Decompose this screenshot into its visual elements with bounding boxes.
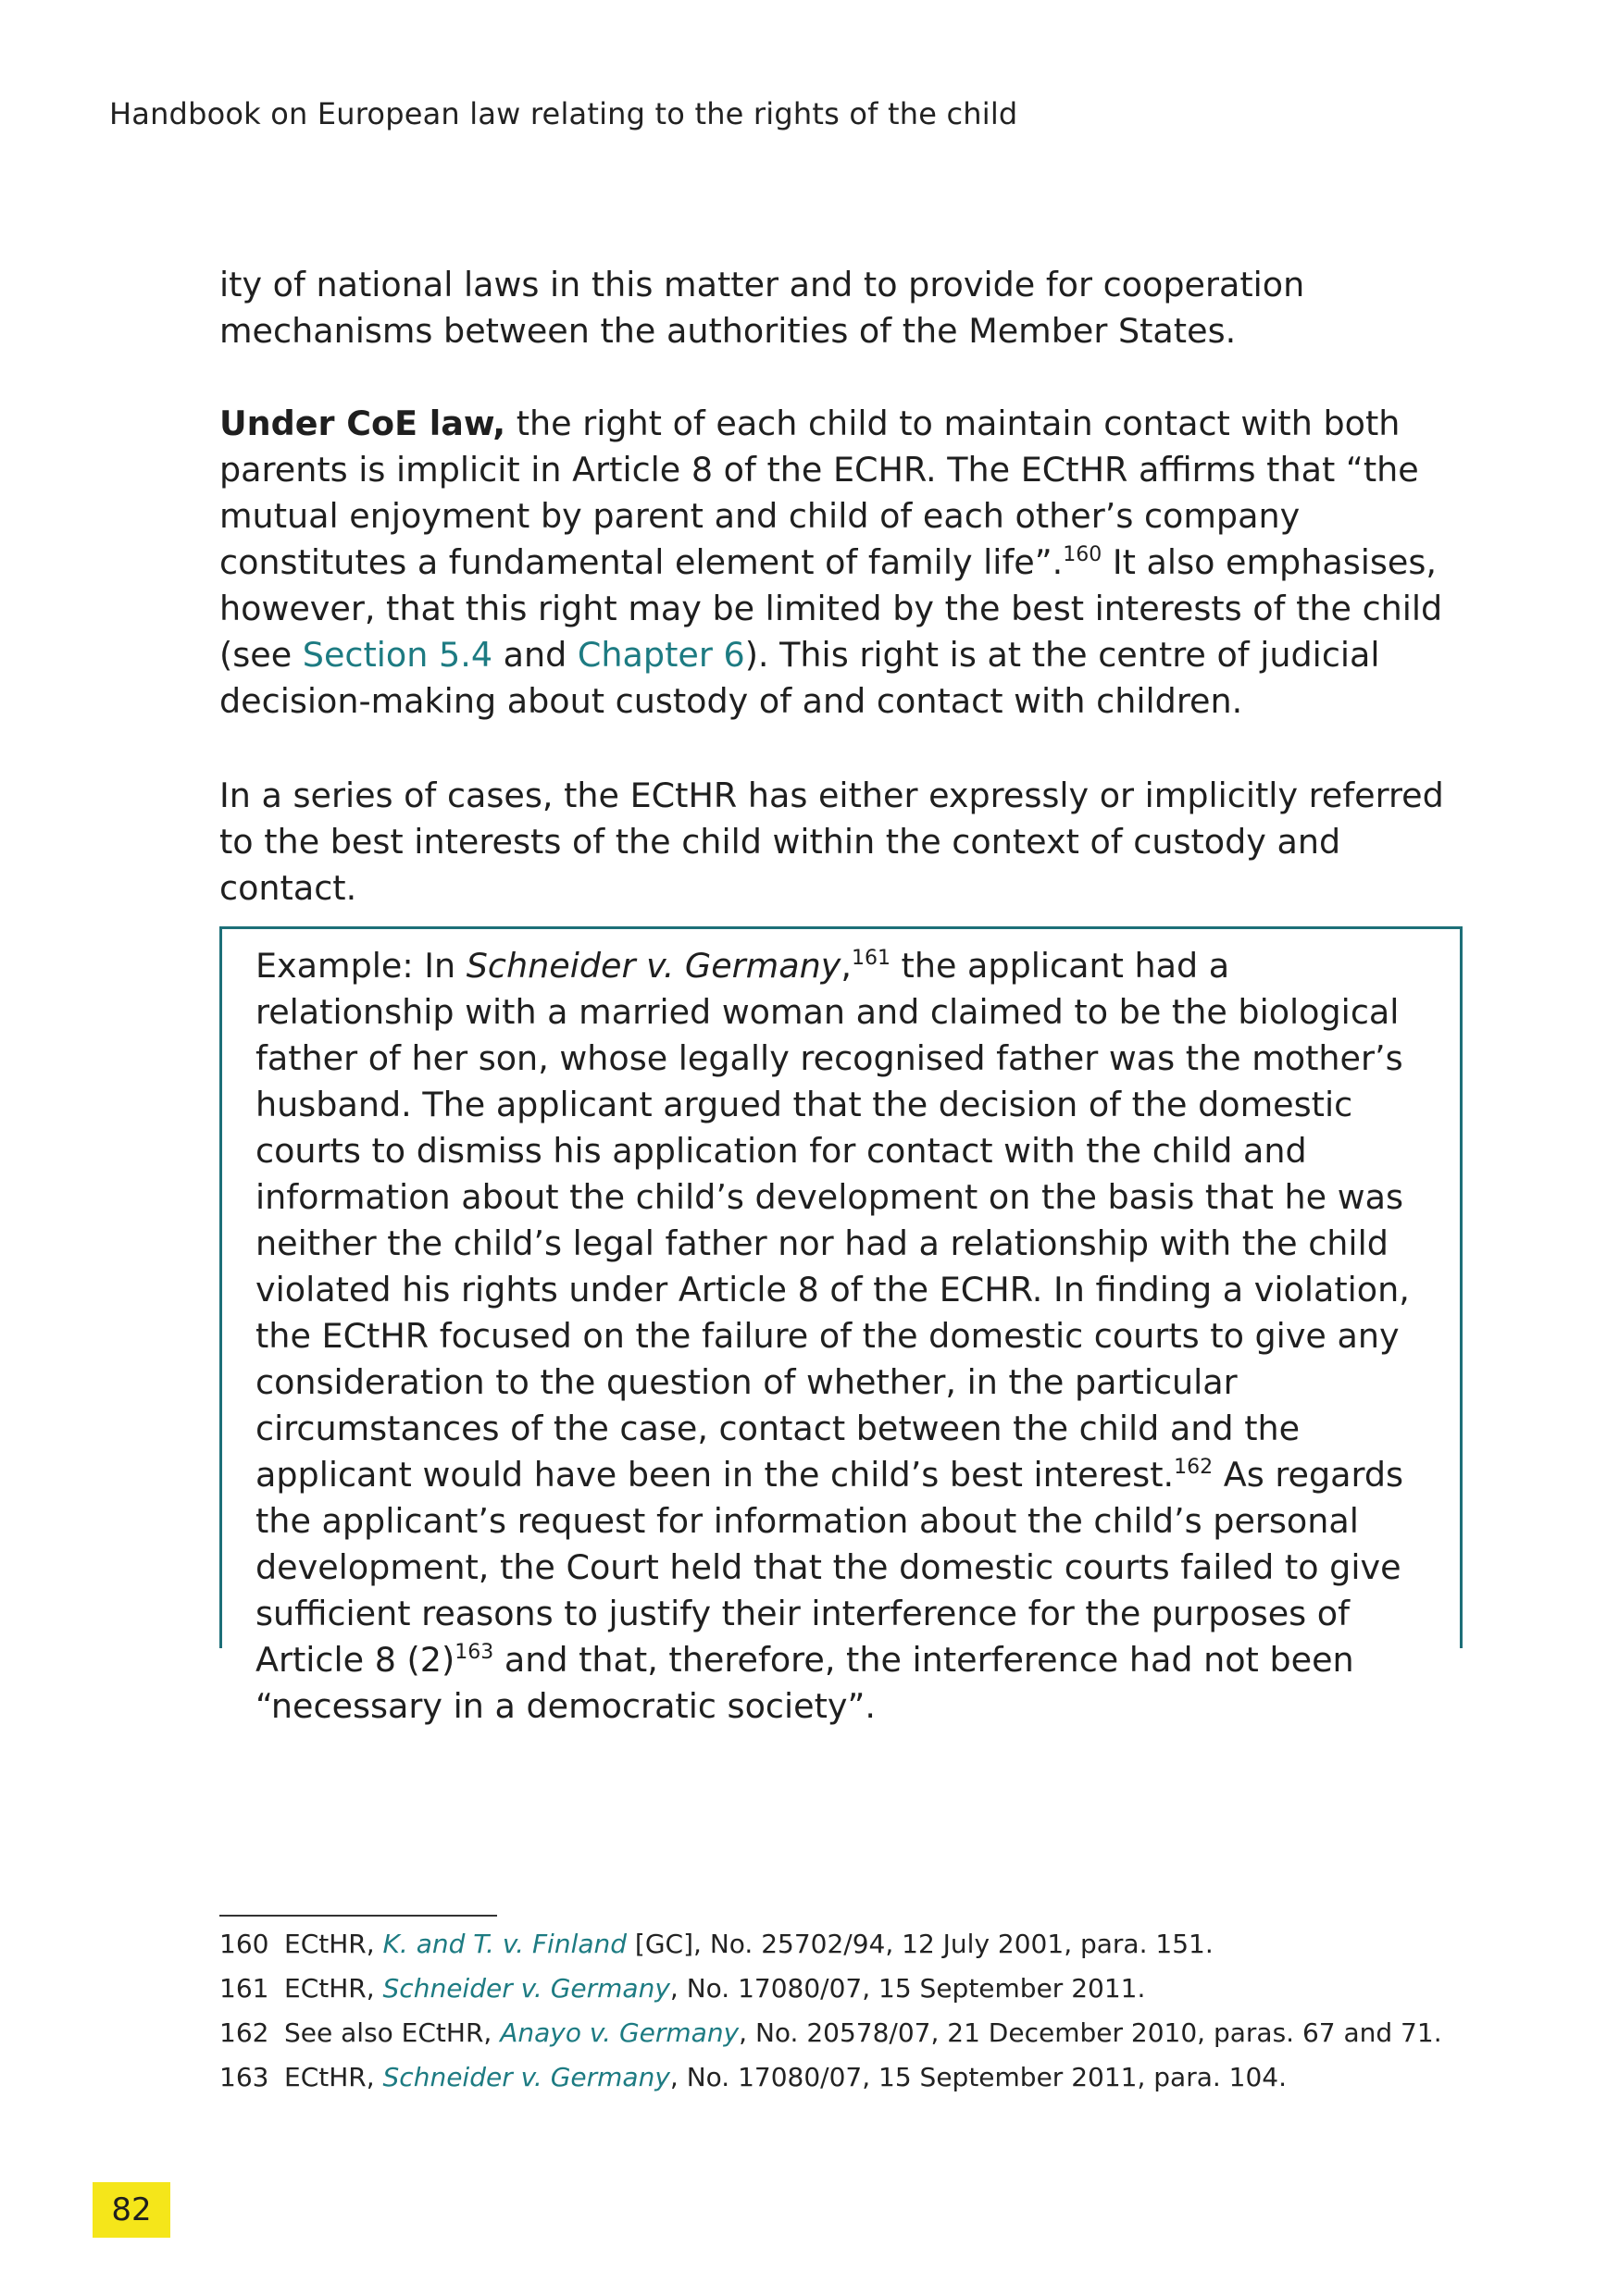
paragraph-continuation: ity of national laws in this matter and to provide for cooperation mechanisms between the authorities of the Member States.	[219, 265, 1305, 351]
running-header: Handbook on European law relating to the rights of the child	[109, 96, 1018, 131]
footnote-case-link[interactable]: Schneider v. Germany	[382, 1973, 670, 2004]
footnote-text: , No. 17080/07, 15 September 2011.	[669, 1973, 1146, 2004]
example-body: the applicant had a relationship with a married woman and claimed to be the biological father of her son, whose legally recognised father was the mother’s husband. The applicant argued that the decision of the domestic courts to dismiss his application for contact with the child and information about the child’s development on the basis that he was neither the child’s legal father nor had a relationship with the child violated his rights under Article 8 of the ECHR. In finding a violation, the ECtHR focused on the failure of the domestic courts to give any consideration to the question of whether, in the particular circumstances of the case, contact between the child and the applicant would have been in the child’s best interest.	[255, 946, 1410, 1495]
footnote-text: , No. 20578/07, 21 December 2010, paras. 67 and 71.	[739, 2017, 1442, 2048]
footnote-163	[219, 2055, 1464, 2100]
footnote-161	[219, 1967, 1464, 2011]
example-text	[255, 943, 1429, 1730]
paragraph-text: It also emphasises, however, that this right may be limited by the best interests of the child (see	[219, 542, 1443, 675]
footnote-text: ECtHR,	[284, 1929, 383, 1959]
paragraph-text: and	[492, 635, 578, 675]
case-name: Schneider v. Germany	[466, 946, 841, 986]
link-section-5-4[interactable]: Section 5.4	[302, 635, 493, 675]
example-comma: ,	[841, 946, 852, 986]
footnote-number: 162	[219, 2017, 269, 2048]
footnote-case-link[interactable]: Schneider v. Germany	[382, 2062, 670, 2092]
example-box	[219, 926, 1463, 1726]
example-prefix: Example: In	[255, 946, 467, 986]
footnote-162	[219, 2011, 1464, 2055]
paragraph-text: ). This right is at the centre of judicial decision-making about custody of and contact with children.	[219, 635, 1380, 721]
footnote-160	[219, 1922, 1464, 1967]
footnote-ref-162[interactable]: 162	[1174, 1456, 1214, 1479]
footnote-number: 163	[219, 2062, 269, 2092]
paragraph-series-of-cases: In a series of cases, the ECtHR has either expressly or implicitly referred to the best interests of the child within the context of custody and contact.	[219, 776, 1444, 908]
footnote-ref-163[interactable]: 163	[455, 1641, 494, 1664]
footnotes	[219, 1922, 1464, 2100]
page-number-badge: 82	[93, 2182, 170, 2238]
footnote-text: , No. 17080/07, 15 September 2011, para. 104.	[669, 2062, 1288, 2092]
footnote-text: ECtHR,	[284, 1973, 383, 2004]
footnote-case-link[interactable]: Anayo v. Germany	[500, 2017, 740, 2048]
paragraph-coe-law	[219, 401, 1464, 725]
footnote-ref-161[interactable]: 161	[851, 947, 890, 970]
example-body: As regards the applicant’s request for information about the child’s personal development, the Court held that the domestic courts failed to give sufficient reasons to justify their interference for the purposes of Article 8 (2)	[255, 1455, 1404, 1680]
paragraph-text: the right of each child to maintain contact with both parents is implicit in Article 8 of the ECHR. The ECtHR affirms that “the mutual enjoyment by parent and child of each other’s company constitutes a fundamental element of family life”.	[219, 403, 1419, 582]
footnote-number: 160	[219, 1929, 269, 1959]
lead-phrase: Under CoE law,	[219, 403, 506, 443]
footnote-text: ECtHR,	[284, 2062, 383, 2092]
link-chapter-6[interactable]: Chapter 6	[577, 635, 745, 675]
footnote-text: [GC], No. 25702/94, 12 July 2001, para. 151.	[627, 1929, 1214, 1959]
footnote-text: See also ECtHR,	[284, 2017, 501, 2048]
footnote-number: 161	[219, 1973, 269, 2004]
footnote-separator	[219, 1915, 497, 1917]
footnote-ref-160[interactable]: 160	[1063, 543, 1102, 566]
example-body: and that, therefore, the interference had not been “necessary in a democratic society”.	[255, 1640, 1354, 1726]
footnote-case-link[interactable]: K. and T. v. Finland	[382, 1929, 628, 1959]
